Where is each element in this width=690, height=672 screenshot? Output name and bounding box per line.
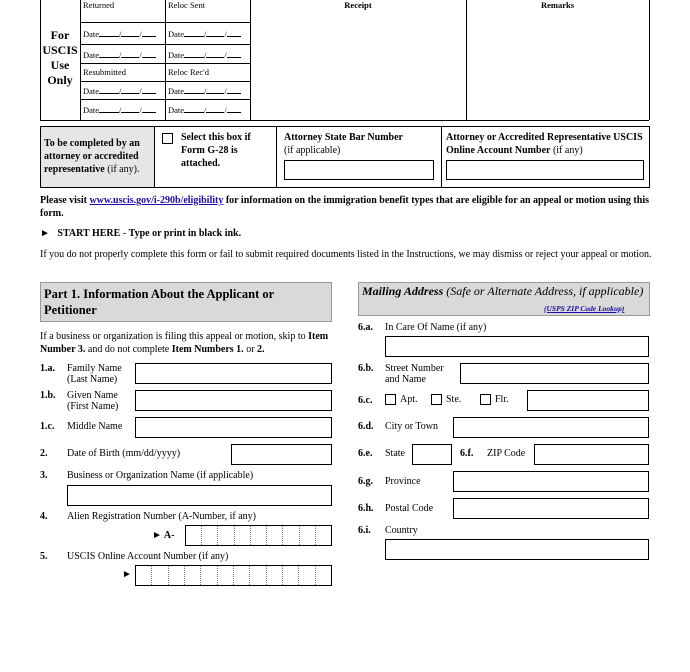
bar-number-input[interactable] xyxy=(284,160,434,180)
item-number: 6.h. xyxy=(358,503,374,514)
apt-checkbox[interactable] xyxy=(385,394,396,405)
item-number: 3. xyxy=(40,470,48,481)
flr-checkbox[interactable] xyxy=(480,394,491,405)
item-number: 5. xyxy=(40,551,48,562)
business-name-input[interactable] xyxy=(67,485,332,506)
zip-lookup-link[interactable]: (USPS ZIP Code Lookup) xyxy=(544,304,625,313)
date-label: Date / / xyxy=(168,105,241,115)
office-title-line: USCIS xyxy=(42,43,78,57)
unit-number-input[interactable] xyxy=(527,390,649,411)
eligibility-link[interactable]: www.uscis.gov/i-290b/eligibility xyxy=(89,195,224,206)
item-number: 1.c. xyxy=(40,421,55,432)
uol-number-input[interactable] xyxy=(135,565,332,586)
given-name-input[interactable] xyxy=(135,390,332,411)
part1-title: Part 1. Information About the Applicant or Petitioner xyxy=(44,287,274,317)
item-number: 2. xyxy=(40,448,48,459)
uol-number-arrow-icon: ► xyxy=(122,569,132,580)
item-number: 6.e. xyxy=(358,448,373,459)
date-label: Date / / xyxy=(83,50,156,60)
postal-code-input[interactable] xyxy=(453,498,649,519)
province-label: Province xyxy=(385,476,421,487)
date-label: Date / / xyxy=(83,105,156,115)
dob-label: Date of Birth (mm/dd/yyyy) xyxy=(67,448,181,459)
ste-label: Ste. xyxy=(446,394,462,405)
reloc-recd-label: Reloc Rec'd xyxy=(168,67,209,77)
street-label: Street Number and Name xyxy=(385,363,444,385)
country-input[interactable] xyxy=(385,539,649,560)
receipt-label: Receipt xyxy=(344,0,372,10)
uol-label: Attorney or Accredited Representative USCIS Online Account Number (if any) xyxy=(446,132,643,156)
item-number: 6.g. xyxy=(358,476,373,487)
attorney-intro: To be completed by an attorney or accredited representative (if any). xyxy=(44,138,140,175)
province-input[interactable] xyxy=(453,471,649,492)
bar-number-label: Attorney State Bar Number (if applicable) xyxy=(284,132,403,156)
g28-checkbox-label: Select this box if Form G-28 is attached. xyxy=(181,132,251,169)
item-number: 1.a. xyxy=(40,363,55,374)
item-number: 6.f. xyxy=(460,448,474,459)
office-title-line: For xyxy=(50,28,70,42)
family-name-label: Family Name (Last Name) xyxy=(67,363,122,385)
a-number-label: Alien Registration Number (A-Number, if any) xyxy=(67,511,256,522)
a-number-prefix: ► A- xyxy=(152,530,175,541)
date-label: Date / / xyxy=(83,86,156,96)
family-name-input[interactable] xyxy=(135,363,332,384)
care-of-label: In Care Of Name (if any) xyxy=(385,322,487,333)
apt-label: Apt. xyxy=(400,394,418,405)
business-name-label: Business or Organization Name (if applicable) xyxy=(67,470,254,481)
date-label: Date / / xyxy=(168,50,241,60)
zip-label: ZIP Code xyxy=(487,448,526,459)
city-input[interactable] xyxy=(453,417,649,438)
start-here: ► START HERE - Type or print in black ink. xyxy=(40,228,242,239)
item-number: 6.b. xyxy=(358,363,374,374)
item-number: 6.d. xyxy=(358,421,374,432)
zip-input[interactable] xyxy=(534,444,649,465)
given-name-label: Given Name (First Name) xyxy=(67,390,119,412)
date-label: Date / / xyxy=(168,29,241,39)
a-number-input[interactable] xyxy=(185,525,332,546)
uol-input[interactable] xyxy=(446,160,644,180)
flr-label: Flr. xyxy=(495,394,509,405)
g28-checkbox[interactable] xyxy=(162,133,173,144)
date-label: Date / / xyxy=(83,29,156,39)
item-number: 4. xyxy=(40,511,48,522)
resubmitted-label: Resubmitted xyxy=(83,67,126,77)
remarks-label: Remarks xyxy=(540,0,575,10)
item-number: 1.b. xyxy=(40,390,56,401)
state-label: State xyxy=(385,448,405,459)
middle-name-label: Middle Name xyxy=(67,421,123,432)
office-use-title xyxy=(40,28,80,88)
office-title-line: Only xyxy=(47,73,73,87)
returned-label: Returned xyxy=(83,0,115,10)
part1-note: If a business or organization is filing this appeal or motion, skip to Item Number 3. and do not complete Item Numbers 1. or 2. xyxy=(40,331,329,355)
dob-input[interactable] xyxy=(231,444,332,465)
city-label: City or Town xyxy=(385,421,439,432)
reloc-sent-label: Reloc Sent xyxy=(168,0,206,10)
ste-checkbox[interactable] xyxy=(431,394,442,405)
start-arrow-icon: ► xyxy=(40,228,50,239)
postal-code-label: Postal Code xyxy=(385,503,434,514)
middle-name-input[interactable] xyxy=(135,417,332,438)
uol-number-label: USCIS Online Account Number (if any) xyxy=(67,551,229,562)
country-label: Country xyxy=(385,525,418,536)
warning-text: If you do not properly complete this form or fail to submit required documents listed in the Instructions, we may dismiss or reject your appeal or motion. xyxy=(40,249,652,260)
item-number: 6.a. xyxy=(358,322,373,333)
item-number: 6.i. xyxy=(358,525,371,536)
street-input[interactable] xyxy=(460,363,649,384)
item-number: 6.c. xyxy=(358,395,373,406)
state-select[interactable] xyxy=(412,444,452,465)
mailing-title: Mailing Address (Safe or Alternate Address, if applicable) xyxy=(362,284,644,298)
care-of-input[interactable] xyxy=(385,336,649,357)
office-title-line: Use xyxy=(50,58,70,72)
date-label: Date / / xyxy=(168,86,241,96)
visit-notice: Please visit www.uscis.gov/i-290b/eligibility for information on the immigration benefit types that are eligible for an appeal or motion using this form. xyxy=(40,195,649,219)
